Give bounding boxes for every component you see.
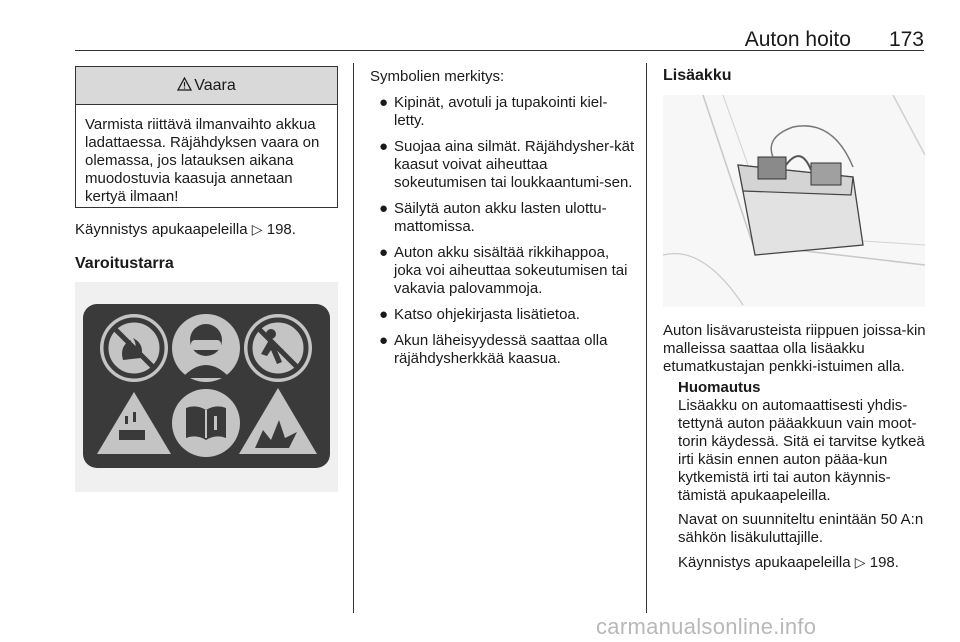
column-divider	[646, 63, 647, 613]
page-header	[745, 28, 924, 52]
note-block	[678, 379, 933, 572]
reference-text: Käynnistys apukaapeleilla	[75, 221, 248, 238]
warning-icon	[177, 77, 192, 95]
symbol-meanings	[370, 68, 636, 376]
jump-start-reference	[75, 220, 345, 239]
auxiliary-battery-figure	[663, 95, 925, 307]
list-item: ● Katso ohjekirjasta lisätietoa.	[379, 306, 580, 323]
battery-warning-label-figure	[75, 282, 338, 492]
list-item: ● Säilytä auton akku lasten ulottu-mattomissa.	[379, 200, 607, 235]
list-item: ● Suojaa aina silmät. Räjähdysher-kät kaasut voivat aiheuttaa sokeutumisen tai loukkaantumi-sen.	[379, 138, 635, 191]
jump-start-reference-right: Käynnistys apukaapeleilla ▷ 198.	[678, 554, 899, 571]
read-manual-icon	[172, 389, 240, 457]
column-divider	[353, 63, 354, 613]
watermark: carmanualsonline.info	[596, 614, 817, 639]
no-fire-icon	[100, 314, 168, 382]
note-text: Lisäakku on automaattisesti yhdis-tettynä auton pääakkuun vain moot-torin käydessä. Sitä ei tarvitse kytkeä irti käsin ennen auton pääa-kun kytkemistä irti tai auton käynnis-tämistä apukaapeleilla.	[678, 397, 925, 504]
page-reference-icon: ▷	[251, 221, 263, 237]
header-rule	[75, 50, 924, 51]
auxiliary-battery-body: Auton lisävarusteista riippuen joissa-kin malleissa saattaa olla lisäakku etumatkustajan penkki-istuimen alla.	[663, 322, 926, 375]
auxiliary-battery-heading: Lisäakku	[663, 67, 732, 84]
page-number: 173	[888, 28, 924, 51]
note-text-2: Navat on suunniteltu enintään 50 A:n sähkön lisäkuluttajille.	[678, 511, 924, 546]
eye-protection-icon	[172, 314, 240, 382]
symbol-list	[370, 94, 636, 368]
section-title: Auton hoito	[744, 28, 851, 51]
warning-label: Vaara	[194, 76, 236, 94]
list-item: ● Akun läheisyydessä saattaa olla räjähdysherkkää kaasua.	[379, 332, 608, 367]
warning-box	[75, 66, 338, 208]
list-item: ● Auton akku sisältää rikkihappoa, joka voi aiheuttaa sokeutumisen tai vakavia palovammoja.	[379, 244, 628, 297]
page-reference-icon: ▷	[854, 554, 866, 570]
warning-text: Varmista riittävä ilmanvaihto akkua ladattaessa. Räjähdyksen vaara on olemassa, jos latauksen aikana muodostuvia kaasuja annetaan kertyä ilmaan!	[85, 116, 320, 205]
reference-page: 198.	[266, 221, 296, 238]
warning-header	[76, 67, 337, 105]
keep-children-away-icon	[244, 314, 312, 382]
warning-label-heading: Varoitustarra	[75, 255, 174, 272]
list-item: ● Kipinät, avotuli ja tupakointi kiel-letty.	[379, 94, 608, 129]
symbols-intro: Symbolien merkitys:	[370, 68, 505, 85]
note-title: Huomautus	[678, 379, 761, 396]
